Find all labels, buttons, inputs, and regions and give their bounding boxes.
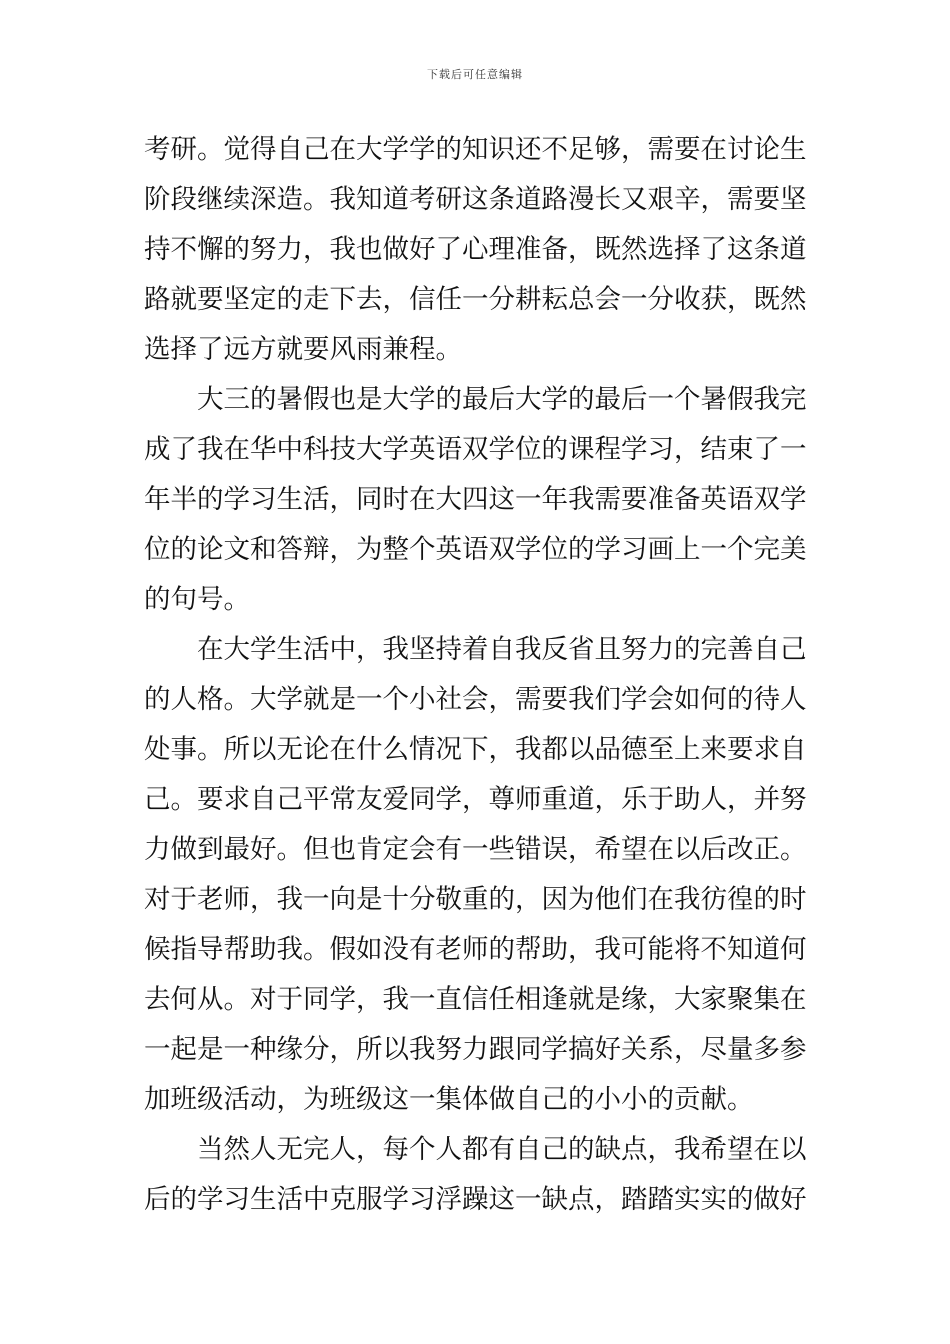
- text-line: 当然人无完人，每个人都有自己的缺点，我希望在以: [197, 1134, 806, 1165]
- text-line: 大三的暑假也是大学的最后大学的最后一个暑假我完: [197, 384, 806, 415]
- text-line: 阶段继续深造。我知道考研这条道路漫长又艰辛，需要坚: [144, 184, 806, 215]
- header-note: 下载后可任意编辑: [427, 68, 523, 81]
- text-line: 的人格。大学就是一个小社会，需要我们学会如何的待人: [144, 684, 806, 715]
- text-line: 持不懈的努力，我也做好了心理准备，既然选择了这条道: [144, 234, 806, 265]
- text-line: 加班级活动，为班级这一集体做自己的小小的贡献。: [144, 1084, 754, 1115]
- text-line: 选择了远方就要风雨兼程。: [144, 334, 462, 365]
- paragraph-4: [144, 1125, 806, 1225]
- text-line: 的句号。: [144, 584, 250, 615]
- text-line: 考研。觉得自己在大学学的知识还不足够，需要在讨论生: [144, 134, 806, 165]
- body-text: [144, 125, 806, 1225]
- text-line: 力做到最好。但也肯定会有一些错误，希望在以后改正。: [144, 834, 806, 865]
- text-line: 成了我在华中科技大学英语双学位的课程学习，结束了一: [144, 434, 806, 465]
- text-line: 在大学生活中，我坚持着自我反省且努力的完善自己: [197, 634, 806, 665]
- text-line: 路就要坚定的走下去，信任一分耕耘总会一分收获，既然: [144, 284, 806, 315]
- text-line: 年半的学习生活，同时在大四这一年我需要准备英语双学: [144, 484, 806, 515]
- text-line: 对于老师，我一向是十分敬重的，因为他们在我彷徨的时: [144, 884, 806, 915]
- text-line: 己。要求自己平常友爱同学，尊师重道，乐于助人，并努: [144, 784, 806, 815]
- text-line: 一起是一种缘分，所以我努力跟同学搞好关系，尽量多参: [144, 1034, 806, 1065]
- text-line: 候指导帮助我。假如没有老师的帮助，我可能将不知道何: [144, 934, 806, 965]
- paragraph-3: [144, 625, 806, 1125]
- text-line: 后的学习生活中克服学习浮躁这一缺点，踏踏实实的做好: [144, 1184, 806, 1215]
- text-line: 位的论文和答辩，为整个英语双学位的学习画上一个完美: [144, 534, 806, 565]
- paragraph-2: [144, 375, 806, 625]
- paragraph-1: [144, 125, 806, 375]
- text-line: 去何从。对于同学，我一直信任相逢就是缘，大家聚集在: [144, 984, 806, 1015]
- text-line: 处事。所以无论在什么情况下，我都以品德至上来要求自: [144, 734, 806, 765]
